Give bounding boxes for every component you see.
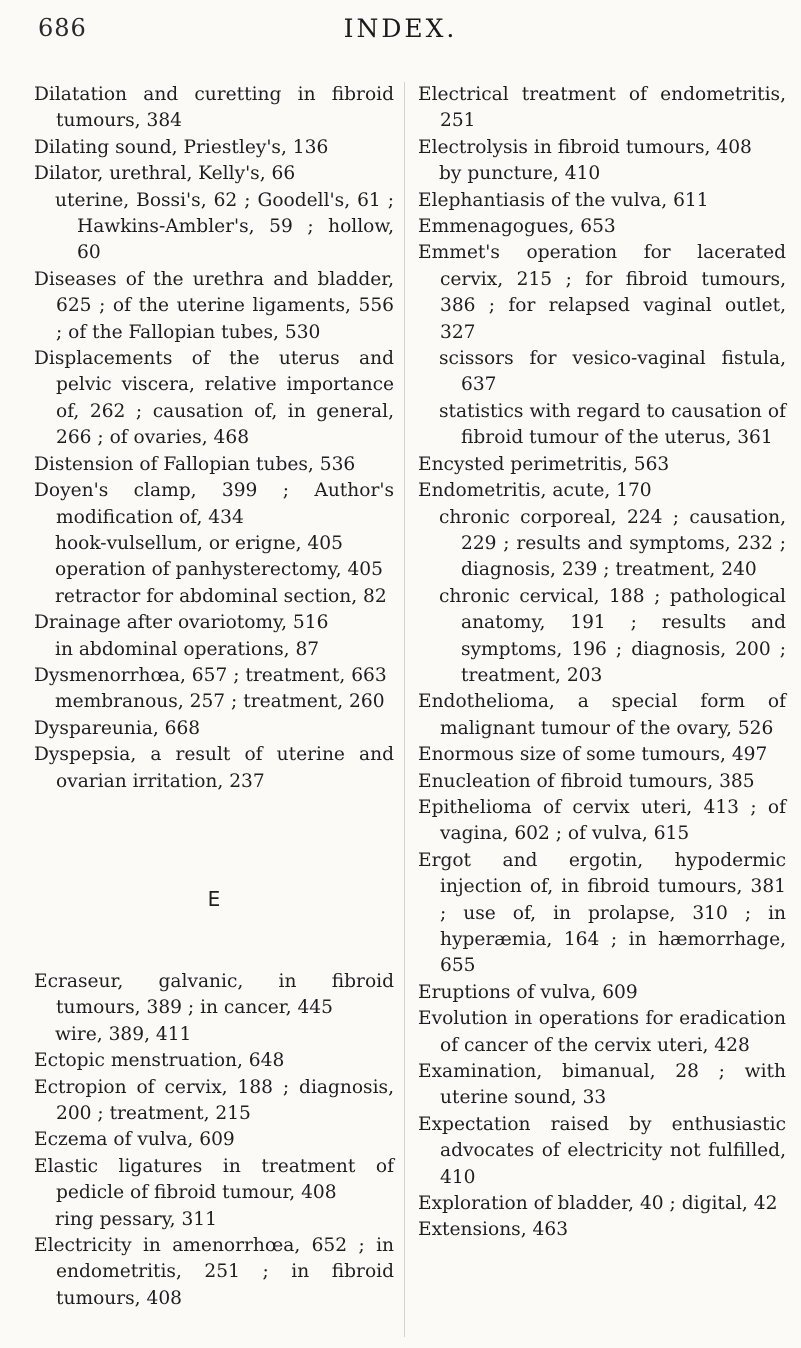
index-entry: Endothelioma, a special form of malignant tumour of the ovary, 526 [418, 691, 786, 739]
index-entry: Distension of Fallopian tubes, 536 [34, 453, 356, 475]
index-entry: Drainage after ovariotomy, 516 [34, 612, 329, 634]
index-subentry: hook-vulsellum, or erigne, 405 [55, 532, 343, 554]
page-header [0, 14, 801, 54]
index-subentry: statistics with regard to causation of fibroid tumour of the uterus, 361 [439, 400, 786, 449]
index-subentry: chronic corporeal, 224 ; causation, 229 ; results and symptoms, 232 ; diagnosis, 239 ; treatment, 240 [439, 506, 786, 581]
index-entry: Eczema of vulva, 609 [34, 1129, 235, 1151]
index-entry: Ectopic menstruation, 648 [34, 1050, 285, 1072]
index-subentry: scissors for vesico-vaginal fistula, 637 [439, 348, 786, 396]
index-entry: Diseases of the urethra and bladder, 625 ; of the uterine ligaments, 556 ; of the Fallopian tubes, 530 [34, 268, 394, 343]
index-entry: Dilating sound, Priestley's, 136 [34, 136, 329, 158]
right-entries [418, 82, 786, 1244]
index-entry: Dyspareunia, 668 [34, 717, 201, 739]
index-entry: Dysmenorrhœa, 657 ; treatment, 663 [34, 664, 387, 686]
index-entry: Dilator, urethral, Kelly's, 66 [34, 163, 296, 185]
index-entry: Enucleation of fibroid tumours, 385 [418, 770, 755, 792]
index-subentry: ring pessary, 311 [55, 1208, 217, 1230]
index-entry: Exploration of bladder, 40 ; digital, 42 [418, 1193, 778, 1215]
index-subentry: by puncture, 410 [439, 163, 601, 185]
index-entry: Displacements of the uterus and pelvic viscera, relative importance of, 262 ; causation of, in general, 266 ; of ovaries, 468 [34, 348, 394, 449]
index-entry: Dyspepsia, a result of uterine and ovarian irritation, 237 [34, 744, 394, 792]
index-entry: Ecraseur, galvanic, in fibroid tumours, 389 ; in cancer, 445 [34, 970, 394, 1019]
index-entry: Ectropion of cervix, 188 ; diagnosis, 200 ; treatment, 215 [34, 1076, 394, 1124]
index-entry: Electrolysis in fibroid tumours, 408 [418, 136, 752, 158]
index-entry: Examination, bimanual, 28 ; with uterine sound, 33 [418, 1061, 786, 1109]
index-entry: Ergot and ergotin, hypodermic injection of, in fibroid tumours, 381 ; use of, in prolapse, 310 ; in hyperæmia, 164 ; in hæmorrhage, 655 [418, 849, 786, 977]
running-title: INDEX. [343, 14, 458, 43]
index-subentry: in abdominal operations, 87 [55, 638, 320, 660]
index-subentry: membranous, 257 ; treatment, 260 [55, 691, 385, 713]
index-entry: Endometritis, acute, 170 [418, 480, 652, 502]
index-entry: Electricity in amenorrhœa, 652 ; in endometritis, 251 ; in fibroid tumours, 408 [34, 1235, 394, 1309]
section-letter: E [207, 886, 221, 911]
index-entry: Emmenagogues, 653 [418, 216, 616, 238]
index-entry: Elephantiasis of the vulva, 611 [418, 189, 709, 211]
left-entries-top [34, 82, 394, 795]
index-entry: Electrical treatment of endometritis, 251 [418, 84, 786, 132]
column-divider [404, 82, 405, 1337]
index-entry: Emmet's operation for lacerated cervix, 215 ; for fibroid tumours, 386 ; for relapsed vaginal outlet, 327 [418, 242, 786, 343]
index-entry: Epithelioma of cervix uteri, 413 ; of vagina, 602 ; of vulva, 615 [418, 796, 786, 845]
index-entry: Encysted perimetritis, 563 [418, 453, 670, 475]
index-entry: Expectation raised by enthusiastic advocates of electricity not fulfilled, 410 [418, 1113, 786, 1188]
index-subentry: uterine, Bossi's, 62 ; Goodell's, 61 ; Hawkins-Ambler's, 59 ; hollow, 60 [55, 189, 394, 264]
index-entry: Elastic ligatures in treatment of pedicle of fibroid tumour, 408 [34, 1155, 394, 1204]
index-subentry: operation of panhysterectomy, 405 [55, 559, 383, 581]
index-entry: Extensions, 463 [418, 1219, 569, 1241]
index-subentry: retractor for abdominal section, 82 [55, 585, 387, 607]
index-entry: Dilatation and curetting in fibroid tumours, 384 [34, 84, 394, 132]
index-subentry: wire, 389, 411 [55, 1023, 192, 1045]
right-column [418, 82, 786, 1244]
page-number: 686 [38, 14, 87, 42]
index-entry: Eruptions of vulva, 609 [418, 981, 638, 1003]
index-entry: Evolution in operations for eradication of cancer of the cervix uteri, 428 [418, 1008, 786, 1056]
left-entries-bottom [34, 969, 394, 1312]
left-column [34, 82, 394, 1312]
index-entry: Enormous size of some tumours, 497 [418, 744, 768, 766]
index-subentry: chronic cervical, 188 ; pathological anatomy, 191 ; results and symptoms, 196 ; diagnosis, 200 ; treatment, 203 [439, 585, 786, 686]
index-entry: Doyen's clamp, 399 ; Author's modification of, 434 [34, 480, 394, 528]
